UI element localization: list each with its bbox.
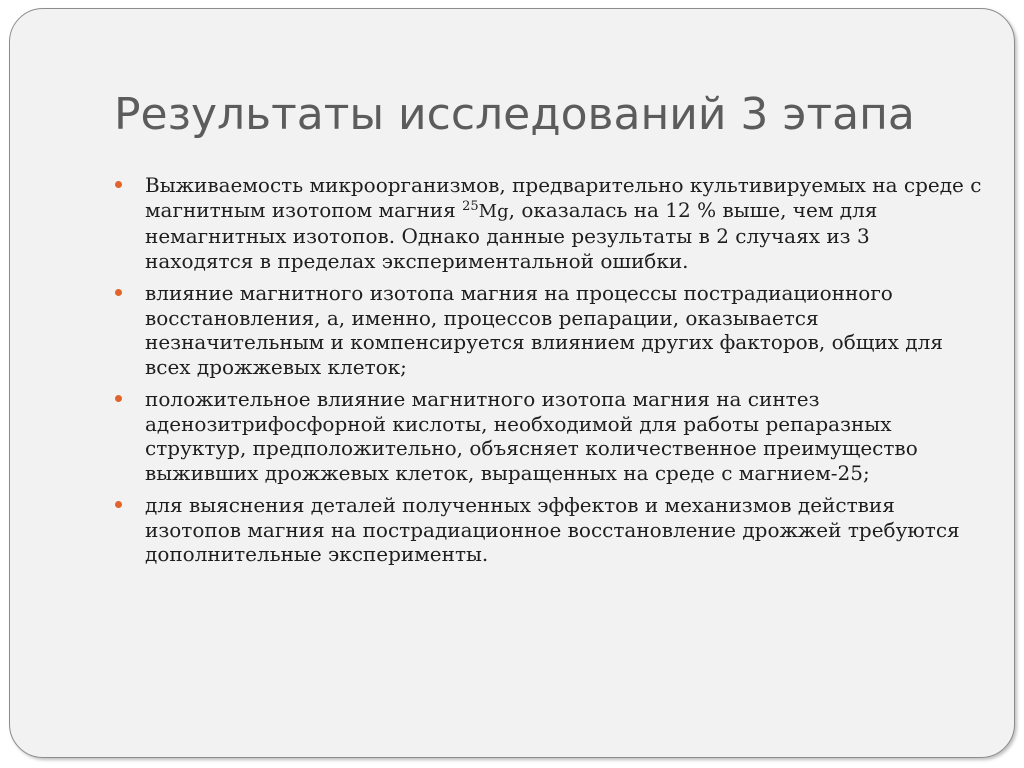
bullet-item-repair [114,281,984,379]
slide [9,8,1015,758]
bullet-item-atp-synthesis [114,387,984,485]
bullet-text: для выяснения деталей полученных эффектов и механизмов действия изотопов магния на пострадиационное восстановление дрожжей требуются дополнительные эксперименты. [145,493,960,566]
bullet-dot-icon [115,501,122,508]
bullet-text-start: Выживаемость микроорганизмов, предварительно культивируемых на среде с магнитным изотопом магния [145,173,982,222]
slide-title: Результаты исследований 3 этапа [114,89,915,140]
bullet-dot-icon [115,395,122,402]
bullet-item-further-experiments [114,493,984,567]
bullet-item-survival [114,173,984,273]
bullet-text-end: , оказалась на 12 % выше, чем для немагнитных изотопов. Однако данные результаты в 2 случаях из 3 находятся в пределах экспериментальной ошибки. [145,197,878,273]
bullet-list [114,173,984,575]
bullet-dot-icon [115,289,122,296]
bullet-text: влияние магнитного изотопа магния на процессы пострадиационного восстановления, а, именно, процессов репарации, оказывается незначительным и компенсируется влиянием других факторов, общих для всех дрожжевых клеток; [145,281,943,379]
bullet-text: положительное влияние магнитного изотопа магния на синтез аденозитрифосфорной кислоты, необходимой для работы репаразных структур, предположительно, объясняет количественное преимущество выживших дрожжевых клеток, выращенных на среде с магнием-25; [145,387,918,485]
bullet-dot-icon [115,181,122,188]
isotope-mass-number: 25 [462,198,479,214]
isotope-element-symbol: Mg [478,200,509,222]
